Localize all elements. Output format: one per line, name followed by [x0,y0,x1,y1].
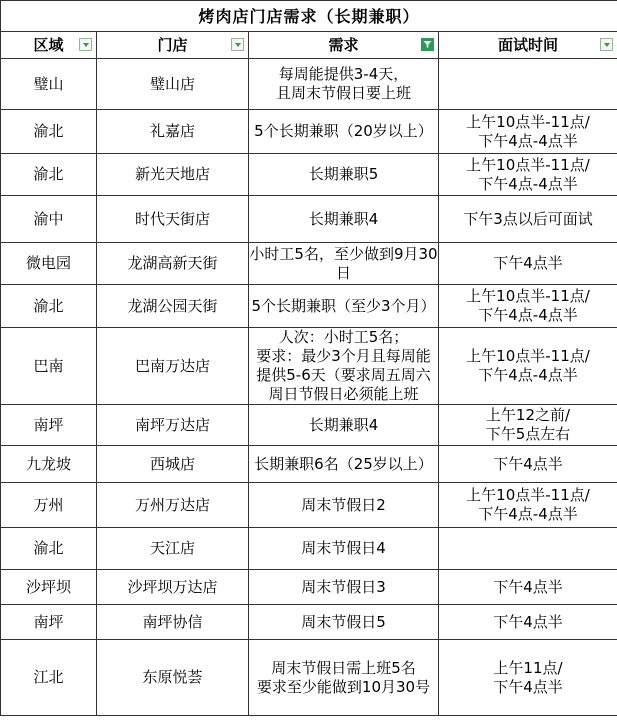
cell-need-line: 提供5-6天（要求周五周六 [256,366,431,384]
cell-need-line: 周日节假日必须能上班 [268,385,419,403]
table-row [1,405,617,446]
header-need-label: 需求 [328,35,359,54]
cell-area[interactable]: 巴南 [1,328,97,405]
cell-store[interactable]: 东原悦荟 [97,640,249,716]
cell-interview-time[interactable] [439,570,617,605]
cell-interview-time[interactable] [439,110,617,154]
table-row [1,328,617,405]
cell-need[interactable] [249,328,439,405]
cell-interview-time[interactable] [439,285,617,328]
table-row [1,59,617,110]
header-area[interactable] [1,32,97,59]
cell-need[interactable] [249,640,439,716]
title-row [1,1,617,32]
cell-need-line: 长期兼职6名（25岁以上） [254,454,433,473]
cell-interview-time-line: 下午4点半 [493,577,563,596]
table-row [1,110,617,154]
cell-need-line: 周末节假日3 [301,577,386,596]
cell-area[interactable]: 沙坪坝 [1,570,97,605]
cell-store[interactable]: 天江店 [97,528,249,570]
cell-need[interactable] [249,483,439,528]
cell-area[interactable]: 南坪 [1,405,97,446]
table-row [1,196,617,243]
filter-dropdown-icon[interactable] [79,38,92,51]
cell-interview-time[interactable] [439,328,617,405]
cell-interview-time[interactable] [439,605,617,640]
cell-interview-time[interactable] [439,528,617,570]
cell-need-line: 周末节假日2 [301,495,386,514]
cell-area[interactable]: 渝北 [1,110,97,154]
cell-store[interactable]: 南坪万达店 [97,405,249,446]
cell-interview-time-line: 下午4点-4点半 [478,306,578,324]
cell-need[interactable] [249,528,439,570]
table-row [1,640,617,716]
table-row [1,528,617,570]
cell-interview-time[interactable] [439,483,617,528]
cell-interview-time[interactable] [439,154,617,196]
cell-interview-time[interactable] [439,446,617,483]
table-row [1,154,617,196]
cell-need-line: 每周能提供3-4天， [278,65,409,83]
cell-area[interactable]: 渝北 [1,528,97,570]
cell-need[interactable] [249,243,439,285]
cell-need-line: 长期兼职5 [308,165,379,183]
table-row [1,483,617,528]
cell-interview-time[interactable] [439,59,617,110]
cell-interview-time[interactable] [439,243,617,285]
cell-interview-time-line: 下午4点-4点半 [478,366,578,384]
cell-interview-time-line: 下午4点-4点半 [478,505,578,523]
cell-need-line: 周末节假日4 [301,539,386,557]
filter-dropdown-icon[interactable] [600,38,613,51]
cell-area[interactable]: 九龙坡 [1,446,97,483]
cell-interview-time[interactable] [439,640,617,716]
cell-area[interactable]: 万州 [1,483,97,528]
table-row [1,285,617,328]
cell-area[interactable]: 璧山 [1,59,97,110]
header-need[interactable] [249,32,439,59]
cell-need[interactable] [249,605,439,640]
cell-need[interactable] [249,405,439,446]
cell-need-line: 小时工5名，至少做到9月30 [249,244,438,263]
header-store[interactable] [97,32,249,59]
cell-interview-time-line: 下午4点半 [493,254,563,272]
cell-store[interactable]: 南坪协信 [97,605,249,640]
cell-interview-time-line: 下午4点-4点半 [478,174,578,193]
cell-interview-time-line: 下午4点半 [493,454,563,473]
cell-store[interactable]: 万州万达店 [97,483,249,528]
cell-interview-time-line: 上午10点半-11点/ [466,112,590,131]
cell-need-line: 5个长期兼职（至少3个月） [251,296,436,315]
table-row [1,605,617,640]
cell-interview-time-line: 上午11点/ [493,658,563,677]
cell-store[interactable]: 璧山店 [97,59,249,110]
filter-active-icon[interactable] [421,38,434,51]
cell-area[interactable]: 江北 [1,640,97,716]
cell-area[interactable]: 渝北 [1,154,97,196]
cell-store[interactable]: 巴南万达店 [97,328,249,405]
cell-need-line: 日 [335,263,351,282]
cell-need[interactable] [249,110,439,154]
cell-area[interactable]: 渝北 [1,285,97,328]
cell-interview-time-line: 下午4点半 [493,612,563,631]
table-row [1,446,617,483]
cell-need[interactable] [249,285,439,328]
cell-interview-time-line: 上午10点半-11点/ [466,287,590,305]
cell-interview-time-line: 上午10点半-11点/ [466,155,590,174]
cell-need-line: 长期兼职4 [308,415,379,434]
cell-interview-time[interactable] [439,405,617,446]
cell-need[interactable] [249,446,439,483]
cell-need-line: 5个长期兼职（20岁以上） [254,122,433,140]
cell-store[interactable]: 龙湖公园天街 [97,285,249,328]
cell-store[interactable]: 时代天街店 [97,196,249,243]
header-interview-time[interactable] [439,32,617,59]
header-store-label: 门店 [157,35,188,54]
cell-need[interactable] [249,570,439,605]
header-area-label: 区域 [33,35,64,54]
cell-store[interactable]: 沙坪坝万达店 [97,570,249,605]
funnel-icon [423,40,432,49]
cell-interview-time-line: 下午3点以后可面试 [463,209,593,228]
filter-dropdown-icon[interactable] [231,38,244,51]
cell-need-line: 人次：小时工5名； [278,328,409,346]
cell-interview-time-line: 下午4点-4点半 [478,131,578,150]
cell-need-line: 周末节假日5 [301,612,386,631]
cell-interview-time-line: 上午10点半-11点/ [466,486,590,504]
cell-need-line: 长期兼职4 [308,209,379,228]
cell-need-line: 要求至少能做到10月30号 [256,677,431,696]
cell-store[interactable]: 新光天地店 [97,154,249,196]
cell-interview-time-line: 上午12之前/ [485,406,571,424]
cell-store[interactable]: 龙湖高新天街 [97,243,249,285]
cell-area[interactable]: 微电园 [1,243,97,285]
cell-need[interactable] [249,59,439,110]
cell-need[interactable] [249,196,439,243]
cell-need[interactable] [249,154,439,196]
cell-interview-time-line: 上午10点半-11点/ [466,347,590,365]
table-row [1,243,617,285]
cell-need-line: 要求：最少3个月且每周能 [256,347,431,365]
cell-area[interactable]: 南坪 [1,605,97,640]
table-row [1,570,617,605]
cell-store[interactable]: 礼嘉店 [97,110,249,154]
header-interview-time-label: 面试时间 [498,35,559,54]
cell-interview-time-line: 下午5点左右 [485,425,571,443]
cell-store[interactable]: 西城店 [97,446,249,483]
header-row [1,32,617,59]
cell-interview-time-line: 下午4点半 [493,677,563,696]
cell-need-line: 且周末节假日要上班 [275,84,411,102]
cell-interview-time[interactable] [439,196,617,243]
cell-need-line: 周末节假日需上班5名 [271,658,416,677]
sheet-title[interactable]: 烤肉店门店需求（长期兼职） [1,1,617,32]
cell-area[interactable]: 渝中 [1,196,97,243]
